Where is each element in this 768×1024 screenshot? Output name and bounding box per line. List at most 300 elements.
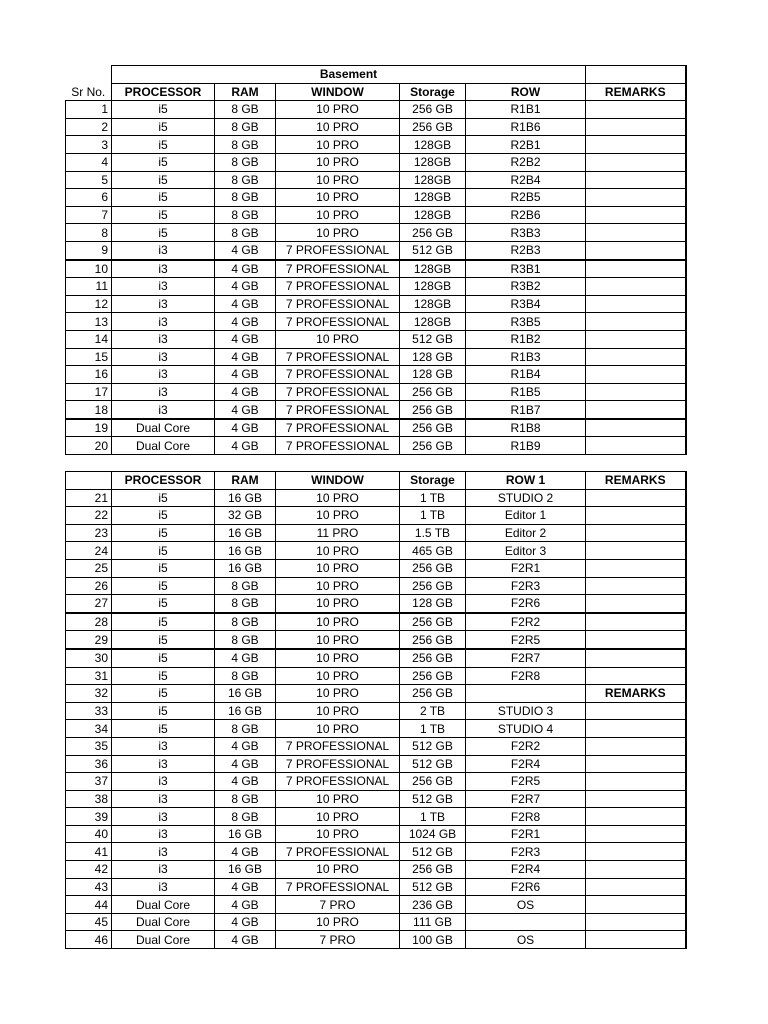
remarks-cell	[586, 931, 686, 949]
row-cell: F2R1	[466, 825, 586, 843]
table-title: Basement	[112, 66, 586, 84]
ram-cell: 4 GB	[215, 260, 276, 278]
row-cell: R2B5	[466, 189, 586, 207]
window-cell: 10 PRO	[276, 825, 400, 843]
row-cell: Editor 3	[466, 542, 586, 560]
sr-no-cell: 41	[66, 843, 112, 861]
processor-cell: i5	[112, 613, 215, 631]
window-cell: 11 PRO	[276, 524, 400, 542]
window-cell: 10 PRO	[276, 861, 400, 879]
table-row	[66, 808, 686, 826]
storage-cell: 512 GB	[400, 755, 466, 773]
processor-cell: i5	[112, 507, 215, 525]
table-row	[66, 383, 686, 401]
sr-no-cell: 29	[66, 631, 112, 649]
window-cell: 10 PRO	[276, 542, 400, 560]
storage-cell: 236 GB	[400, 896, 466, 914]
row-cell: F2R4	[466, 861, 586, 879]
row-cell: F2R2	[466, 613, 586, 631]
sr-no-cell: 45	[66, 913, 112, 931]
row-cell: STUDIO 4	[466, 720, 586, 738]
sr-no-cell: 13	[66, 313, 112, 331]
remarks-cell	[586, 101, 686, 119]
ram-cell: 4 GB	[215, 348, 276, 366]
processor-cell: i5	[112, 224, 215, 242]
row-cell: F2R7	[466, 649, 586, 667]
row-cell: R2B2	[466, 153, 586, 171]
storage-cell: 256 GB	[400, 437, 466, 455]
row-cell: Editor 1	[466, 507, 586, 525]
ram-cell: 4 GB	[215, 755, 276, 773]
sr-no-cell: 36	[66, 755, 112, 773]
ram-cell: 8 GB	[215, 667, 276, 685]
table-row	[66, 685, 686, 703]
ram-cell: 8 GB	[215, 171, 276, 189]
row-cell: R2B3	[466, 241, 586, 259]
window-cell: 10 PRO	[276, 667, 400, 685]
storage-cell: 2 TB	[400, 702, 466, 720]
remarks-cell	[586, 667, 686, 685]
table-row	[66, 878, 686, 896]
sr-no-cell: 3	[66, 136, 112, 154]
processor-cell: i3	[112, 278, 215, 296]
table-row	[66, 913, 686, 931]
table-row	[66, 542, 686, 560]
processor-cell: i5	[112, 136, 215, 154]
processor-cell: i3	[112, 825, 215, 843]
window-cell: 10 PRO	[276, 489, 400, 507]
table-row	[66, 649, 686, 667]
window-cell: 10 PRO	[276, 189, 400, 207]
remarks-cell	[586, 153, 686, 171]
table-row	[66, 720, 686, 738]
table-row	[66, 702, 686, 720]
remarks-cell	[586, 206, 686, 224]
sr-no-cell: 27	[66, 595, 112, 613]
row-cell: F2R3	[466, 843, 586, 861]
storage-cell: 1024 GB	[400, 825, 466, 843]
row-cell: R1B4	[466, 366, 586, 384]
remarks-cell	[586, 720, 686, 738]
storage-cell: 1 TB	[400, 489, 466, 507]
title-right-cell	[586, 66, 686, 84]
ram-cell: 16 GB	[215, 825, 276, 843]
table-row	[66, 401, 686, 419]
storage-cell: 128GB	[400, 278, 466, 296]
processor-cell: Dual Core	[112, 931, 215, 949]
ram-cell: 4 GB	[215, 437, 276, 455]
storage-cell: 128GB	[400, 295, 466, 313]
table-row	[66, 118, 686, 136]
processor-cell: i3	[112, 755, 215, 773]
header-ram: RAM	[215, 472, 276, 490]
storage-cell: 128 GB	[400, 348, 466, 366]
processor-cell: i5	[112, 206, 215, 224]
row-cell: R3B4	[466, 295, 586, 313]
processor-cell: i3	[112, 295, 215, 313]
table-row	[66, 348, 686, 366]
sr-no-cell: 4	[66, 153, 112, 171]
remarks-cell	[586, 489, 686, 507]
remarks-cell	[586, 878, 686, 896]
storage-cell: 256 GB	[400, 118, 466, 136]
window-cell: 7 PROFESSIONAL	[276, 401, 400, 419]
table-row	[66, 313, 686, 331]
row-cell: R1B5	[466, 383, 586, 401]
sr-no-cell: 28	[66, 613, 112, 631]
table-row	[66, 613, 686, 631]
table-row	[66, 507, 686, 525]
storage-cell: 111 GB	[400, 913, 466, 931]
window-cell: 7 PROFESSIONAL	[276, 878, 400, 896]
table-row	[66, 136, 686, 154]
sr-no-cell: 40	[66, 825, 112, 843]
processor-cell: i5	[112, 559, 215, 577]
window-cell: 7 PROFESSIONAL	[276, 348, 400, 366]
window-cell: 7 PROFESSIONAL	[276, 313, 400, 331]
window-cell: 10 PRO	[276, 649, 400, 667]
storage-cell: 100 GB	[400, 931, 466, 949]
ram-cell: 4 GB	[215, 931, 276, 949]
sr-no-cell: 11	[66, 278, 112, 296]
window-cell: 10 PRO	[276, 631, 400, 649]
processor-cell: Dual Core	[112, 896, 215, 914]
storage-cell: 256 GB	[400, 101, 466, 119]
row-cell: F2R6	[466, 878, 586, 896]
processor-cell: i5	[112, 153, 215, 171]
window-cell: 7 PROFESSIONAL	[276, 260, 400, 278]
ram-cell: 4 GB	[215, 295, 276, 313]
storage-cell: 256 GB	[400, 577, 466, 595]
table-row	[66, 843, 686, 861]
storage-cell: 256 GB	[400, 649, 466, 667]
window-cell: 10 PRO	[276, 595, 400, 613]
row-cell: Editor 2	[466, 524, 586, 542]
window-cell: 7 PROFESSIONAL	[276, 737, 400, 755]
table-row	[66, 577, 686, 595]
sr-no-cell: 9	[66, 241, 112, 259]
processor-cell: i3	[112, 348, 215, 366]
table-row	[66, 773, 686, 791]
ram-cell: 8 GB	[215, 224, 276, 242]
sr-no-cell: 15	[66, 348, 112, 366]
processor-cell: i5	[112, 595, 215, 613]
header-remarks: REMARKS	[586, 83, 686, 101]
header-window: WINDOW	[276, 83, 400, 101]
ram-cell: 8 GB	[215, 613, 276, 631]
ram-cell: 8 GB	[215, 136, 276, 154]
storage-cell: 256 GB	[400, 773, 466, 791]
remarks-cell	[586, 366, 686, 384]
row-cell: R1B1	[466, 101, 586, 119]
ram-cell: 16 GB	[215, 542, 276, 560]
remarks-cell	[586, 861, 686, 879]
sr-no-cell: 6	[66, 189, 112, 207]
table-row	[66, 489, 686, 507]
processor-cell: i3	[112, 878, 215, 896]
row-cell: R1B3	[466, 348, 586, 366]
ram-cell: 4 GB	[215, 773, 276, 791]
window-cell: 10 PRO	[276, 808, 400, 826]
row-cell: F2R2	[466, 737, 586, 755]
ram-cell: 16 GB	[215, 524, 276, 542]
table-row	[66, 295, 686, 313]
processor-cell: i5	[112, 685, 215, 703]
table-row	[66, 559, 686, 577]
header-remarks: REMARKS	[586, 472, 686, 490]
window-cell: 10 PRO	[276, 790, 400, 808]
storage-cell: 128GB	[400, 171, 466, 189]
header-row	[66, 83, 686, 101]
storage-cell: 256 GB	[400, 419, 466, 437]
sr-no-cell: 37	[66, 773, 112, 791]
remarks-cell	[586, 577, 686, 595]
processor-cell: i5	[112, 118, 215, 136]
remarks-cell	[586, 808, 686, 826]
title-row	[66, 66, 686, 84]
window-cell: 7 PROFESSIONAL	[276, 383, 400, 401]
ram-cell: 8 GB	[215, 808, 276, 826]
storage-cell: 128GB	[400, 136, 466, 154]
header-window: WINDOW	[276, 472, 400, 490]
window-cell: 10 PRO	[276, 577, 400, 595]
ram-cell: 8 GB	[215, 153, 276, 171]
sr-no-cell: 2	[66, 118, 112, 136]
window-cell: 7 PROFESSIONAL	[276, 773, 400, 791]
sr-no-cell: 25	[66, 559, 112, 577]
row-cell: R2B1	[466, 136, 586, 154]
remarks-cell	[586, 118, 686, 136]
row-cell: R1B6	[466, 118, 586, 136]
window-cell: 10 PRO	[276, 153, 400, 171]
ram-cell: 4 GB	[215, 401, 276, 419]
remarks-cell	[586, 383, 686, 401]
sr-no-cell: 44	[66, 896, 112, 914]
row-cell: OS	[466, 896, 586, 914]
row-cell: R1B8	[466, 419, 586, 437]
storage-cell: 128GB	[400, 206, 466, 224]
window-cell: 7 PROFESSIONAL	[276, 755, 400, 773]
basement-table	[65, 65, 687, 455]
processor-cell: i3	[112, 808, 215, 826]
table-row	[66, 737, 686, 755]
storage-cell: 256 GB	[400, 559, 466, 577]
row-cell: R1B9	[466, 437, 586, 455]
remarks-cell	[586, 896, 686, 914]
processor-cell: i3	[112, 737, 215, 755]
storage-cell: 512 GB	[400, 330, 466, 348]
title-spacer	[66, 66, 112, 84]
sr-no-cell: 1	[66, 101, 112, 119]
header-storage: Storage	[400, 472, 466, 490]
sr-no-cell: 39	[66, 808, 112, 826]
sr-no-cell: 7	[66, 206, 112, 224]
ram-cell: 4 GB	[215, 366, 276, 384]
remarks-cell	[586, 524, 686, 542]
row-cell: R1B2	[466, 330, 586, 348]
processor-cell: i5	[112, 702, 215, 720]
storage-cell: 128 GB	[400, 366, 466, 384]
window-cell: 10 PRO	[276, 101, 400, 119]
storage-cell: 256 GB	[400, 224, 466, 242]
ram-cell: 8 GB	[215, 631, 276, 649]
remarks-cell	[586, 136, 686, 154]
storage-cell: 256 GB	[400, 861, 466, 879]
row-cell: R3B3	[466, 224, 586, 242]
ram-cell: 16 GB	[215, 489, 276, 507]
remarks-cell	[586, 913, 686, 931]
processor-cell: Dual Core	[112, 419, 215, 437]
window-cell: 7 PROFESSIONAL	[276, 278, 400, 296]
row-cell: OS	[466, 931, 586, 949]
window-cell: 10 PRO	[276, 702, 400, 720]
window-cell: 10 PRO	[276, 913, 400, 931]
storage-cell: 1.5 TB	[400, 524, 466, 542]
header-storage: Storage	[400, 83, 466, 101]
header-sr-no: Sr No.	[66, 83, 112, 101]
remarks-cell	[586, 189, 686, 207]
storage-cell: 1 TB	[400, 808, 466, 826]
header-sr-no	[66, 472, 112, 490]
processor-cell: i3	[112, 861, 215, 879]
remarks-cell	[586, 737, 686, 755]
row-cell: F2R8	[466, 667, 586, 685]
storage-cell: 465 GB	[400, 542, 466, 560]
processor-cell: i5	[112, 101, 215, 119]
sr-no-cell: 20	[66, 437, 112, 455]
ram-cell: 8 GB	[215, 189, 276, 207]
table-row	[66, 224, 686, 242]
processor-cell: i5	[112, 542, 215, 560]
window-cell: 7 PROFESSIONAL	[276, 437, 400, 455]
table-row	[66, 278, 686, 296]
row-cell: F2R4	[466, 755, 586, 773]
window-cell: 10 PRO	[276, 136, 400, 154]
storage-cell: 256 GB	[400, 383, 466, 401]
processor-cell: i3	[112, 330, 215, 348]
storage-cell: 512 GB	[400, 241, 466, 259]
table-row	[66, 101, 686, 119]
ram-cell: 8 GB	[215, 595, 276, 613]
ram-cell: 16 GB	[215, 685, 276, 703]
window-cell: 10 PRO	[276, 613, 400, 631]
remarks-cell	[586, 613, 686, 631]
remarks-cell	[586, 755, 686, 773]
window-cell: 10 PRO	[276, 224, 400, 242]
sr-no-cell: 32	[66, 685, 112, 703]
table-row	[66, 171, 686, 189]
window-cell: 7 PROFESSIONAL	[276, 366, 400, 384]
window-cell: 10 PRO	[276, 507, 400, 525]
remarks-cell	[586, 507, 686, 525]
remarks-cell	[586, 419, 686, 437]
processor-cell: i5	[112, 577, 215, 595]
table-row	[66, 153, 686, 171]
sr-no-cell: 43	[66, 878, 112, 896]
remarks-cell	[586, 437, 686, 455]
sr-no-cell: 14	[66, 330, 112, 348]
table-row	[66, 524, 686, 542]
sr-no-cell: 35	[66, 737, 112, 755]
remarks-cell	[586, 260, 686, 278]
row-cell: R1B7	[466, 401, 586, 419]
ram-cell: 4 GB	[215, 278, 276, 296]
sr-no-cell: 5	[66, 171, 112, 189]
table-row	[66, 189, 686, 207]
window-cell: 10 PRO	[276, 330, 400, 348]
storage-cell: 128GB	[400, 260, 466, 278]
table-row	[66, 260, 686, 278]
window-cell: 7 PROFESSIONAL	[276, 843, 400, 861]
processor-cell: i3	[112, 313, 215, 331]
window-cell: 7 PRO	[276, 896, 400, 914]
row-cell: R3B2	[466, 278, 586, 296]
window-cell: 10 PRO	[276, 171, 400, 189]
table-row	[66, 241, 686, 259]
row-cell: F2R1	[466, 559, 586, 577]
row-cell	[466, 685, 586, 703]
sr-no-cell: 12	[66, 295, 112, 313]
ram-cell: 8 GB	[215, 577, 276, 595]
window-cell: 10 PRO	[276, 720, 400, 738]
remarks-cell	[586, 631, 686, 649]
header-row-col: ROW	[466, 83, 586, 101]
sr-no-cell: 46	[66, 931, 112, 949]
header-row	[66, 472, 686, 490]
table-row	[66, 330, 686, 348]
processor-cell: Dual Core	[112, 437, 215, 455]
sr-no-cell: 17	[66, 383, 112, 401]
window-cell: 10 PRO	[276, 118, 400, 136]
sr-no-cell: 30	[66, 649, 112, 667]
sr-no-cell: 31	[66, 667, 112, 685]
row-cell: F2R3	[466, 577, 586, 595]
processor-cell: i3	[112, 260, 215, 278]
processor-cell: i3	[112, 790, 215, 808]
remarks-cell	[586, 825, 686, 843]
sr-no-cell: 21	[66, 489, 112, 507]
ram-cell: 8 GB	[215, 790, 276, 808]
storage-cell: 256 GB	[400, 613, 466, 631]
ram-cell: 8 GB	[215, 206, 276, 224]
remarks-cell	[586, 401, 686, 419]
ram-cell: 4 GB	[215, 843, 276, 861]
remarks-cell	[586, 224, 686, 242]
row-cell: F2R8	[466, 808, 586, 826]
sr-no-cell: 23	[66, 524, 112, 542]
table-row	[66, 366, 686, 384]
ram-cell: 4 GB	[215, 241, 276, 259]
sr-no-cell: 33	[66, 702, 112, 720]
storage-cell: 256 GB	[400, 685, 466, 703]
table-row	[66, 667, 686, 685]
processor-cell: i5	[112, 667, 215, 685]
ram-cell: 4 GB	[215, 737, 276, 755]
ram-cell: 8 GB	[215, 720, 276, 738]
processor-cell: i5	[112, 649, 215, 667]
row-cell	[466, 913, 586, 931]
storage-cell: 128 GB	[400, 595, 466, 613]
ram-cell: 16 GB	[215, 559, 276, 577]
row-cell: F2R7	[466, 790, 586, 808]
processor-cell: i3	[112, 843, 215, 861]
ram-cell: 4 GB	[215, 330, 276, 348]
table-row	[66, 755, 686, 773]
remarks-cell	[586, 542, 686, 560]
ram-cell: 4 GB	[215, 313, 276, 331]
ram-cell: 4 GB	[215, 649, 276, 667]
remarks-cell	[586, 773, 686, 791]
